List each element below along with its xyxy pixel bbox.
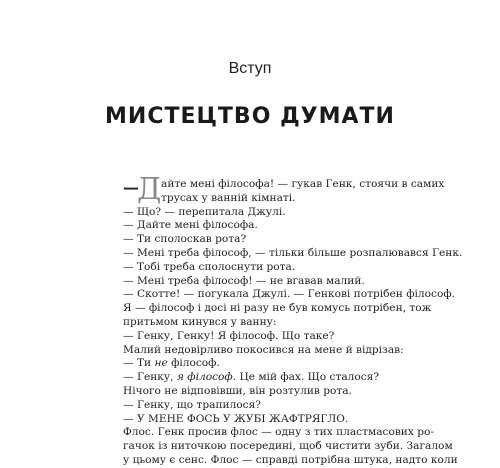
text-line: Флос. Генк просив флос — одну з тих пластмасових ро- xyxy=(123,426,434,439)
text-line: — Генку, Генку! Я філософ. Що таке? xyxy=(123,329,335,342)
text-line: у цьому є сенс. Флос — справді потрібна штука, надто коли xyxy=(123,453,458,466)
text-line: — Мені треба філософ! — не вгавав малий. xyxy=(123,274,365,287)
italic-emphasis: не xyxy=(154,357,168,370)
italic-emphasis: я філософ xyxy=(176,371,233,384)
chapter-intro-label: Вступ xyxy=(228,60,272,77)
opening-dash: — xyxy=(123,178,139,197)
text-line xyxy=(123,371,383,385)
drop-cap-letter: Д xyxy=(137,172,162,207)
text-line: айте мені філософа! — гукав Генк, стоячи в самих xyxy=(161,178,445,190)
text-segment: філософ. xyxy=(167,357,220,370)
text-line: — Що? — перепитала Джулі. xyxy=(123,205,286,218)
text-line: — Мені треба філософ, — тільки більше розпалювався Генк. xyxy=(123,246,463,259)
text-line: Малий недовірливо покосився на мене й відрізав: xyxy=(123,343,404,356)
chapter-title: МИСТЕЦТВО ДУМАТИ xyxy=(105,104,395,129)
text-line: гачок із ниточкою посередині, щоб чистити зуби. Загалом xyxy=(123,440,453,453)
text-line: — Ти сполоскав рота? xyxy=(123,233,247,246)
text-segment: — Генку, xyxy=(123,371,177,384)
opening-paragraph xyxy=(123,172,445,207)
text-line: Я — філософ і досі ні разу не був комусь потрібен, тож xyxy=(123,302,432,315)
text-segment: — Ти xyxy=(123,357,155,370)
chapter-body xyxy=(123,172,463,468)
text-line xyxy=(123,357,383,371)
text-line: — Скотте! — погукала Джулі. — Генкові потрібен філософ. xyxy=(123,288,455,301)
text-line: Нічого не відповівши, він розтулив рота. xyxy=(123,384,352,397)
text-line: — Генку, що трапилося? xyxy=(123,398,261,411)
text-line: — Тобі треба сполоснути рота. xyxy=(123,260,296,273)
text-line: притьмом кинувся у ванну: xyxy=(123,315,277,328)
text-segment: . Це мій фах. Що сталося? xyxy=(232,371,380,384)
text-line: трусах у ванній кімнаті. xyxy=(161,191,296,204)
text-line: — Дайте мені філософа. xyxy=(123,219,258,232)
text-line: — У МЕНЕ ФОСЬ У ЖУБІ ЖАФТРЯГЛО. xyxy=(123,412,349,425)
